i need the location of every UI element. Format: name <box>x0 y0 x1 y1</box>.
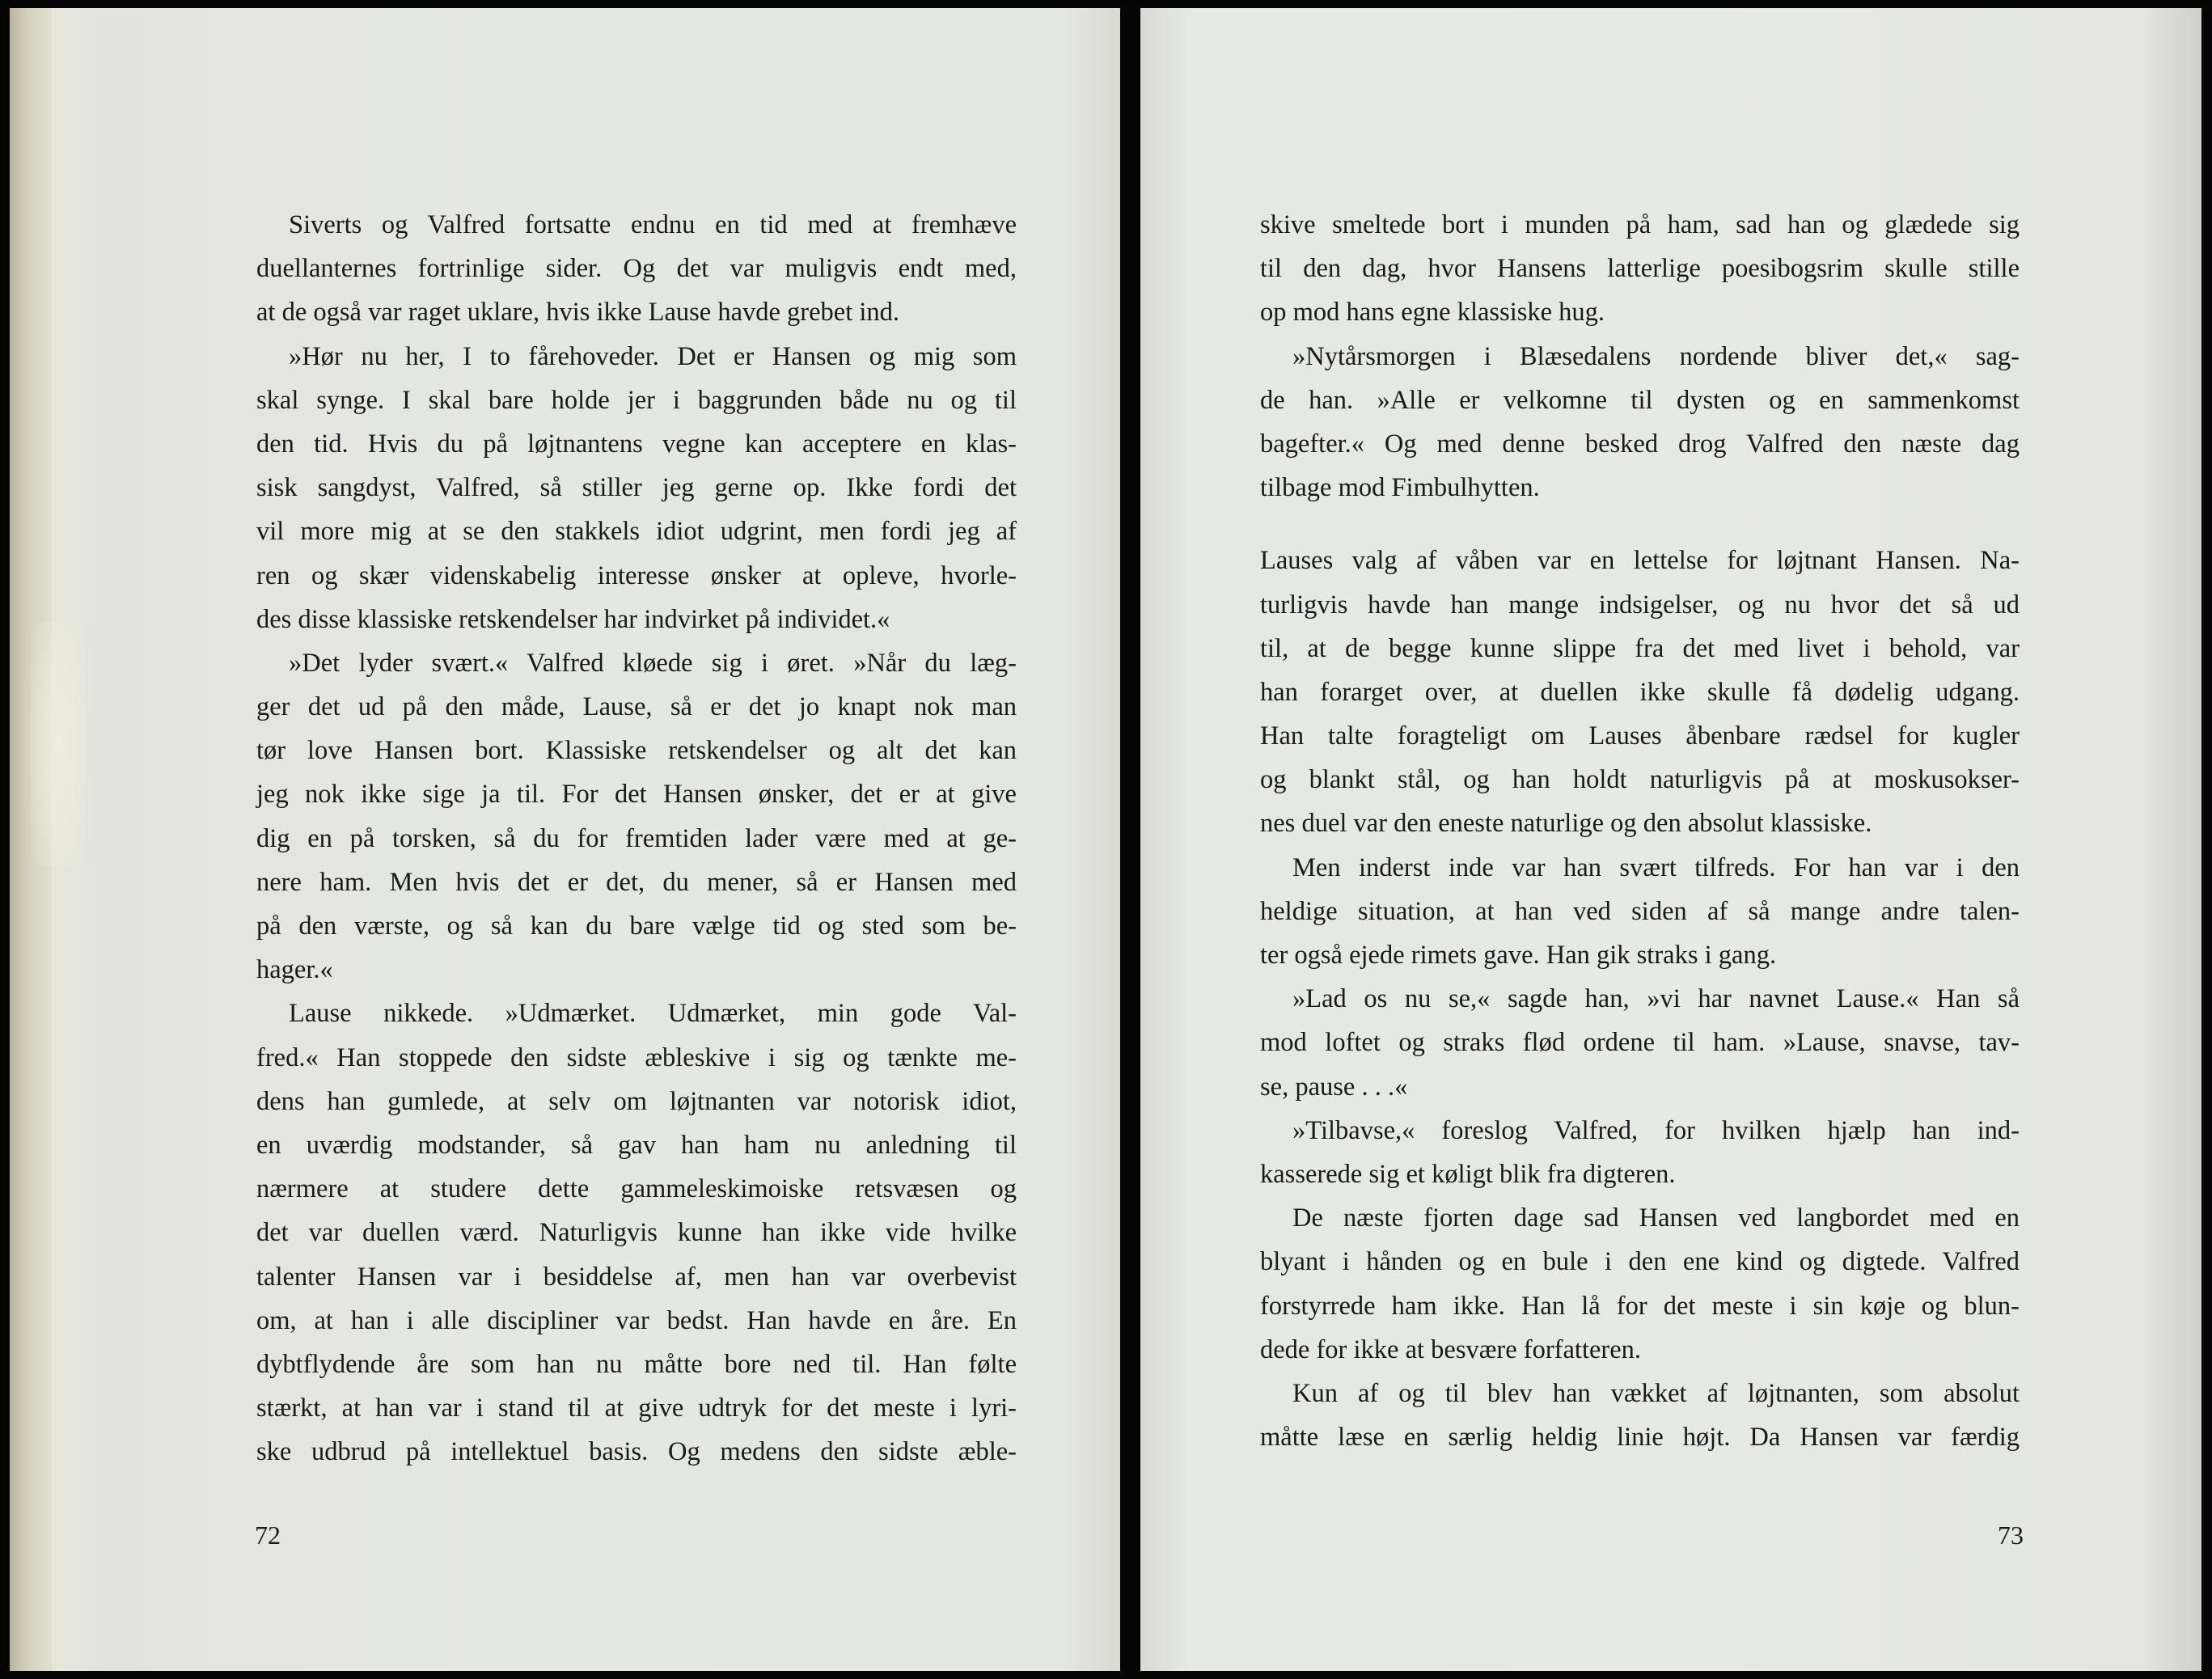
text-line: dig en på torsken, så du for fremtiden lader være med at ge- <box>256 823 1017 853</box>
text-line: det var duellen værd. Naturligvis kunne han ikke vide hvilke <box>256 1218 1017 1248</box>
right-page-text <box>1260 203 2020 1459</box>
text-line: han forarget over, at duellen ikke skulle få dødelig udgang. <box>1260 677 2020 707</box>
text-line: måtte læse en særlig heldig linie højt. Da Hansen var færdig <box>1260 1423 2020 1453</box>
text-line: mod loftet og straks flød ordene til ham. »Lause, snavse, tav- <box>1260 1028 2020 1058</box>
text-line: blyant i hånden og en bule i den ene kind og digtede. Valfred <box>1260 1247 2020 1277</box>
text-line: nes duel var den eneste naturlige og den absolut klassiske. <box>1260 809 1872 839</box>
right-page-number: 73 <box>1998 1520 2024 1550</box>
text-line: dede for ikke at besvære forfatteren. <box>1260 1334 1642 1364</box>
text-line: bagefter.« Og med denne besked drog Valfred den næste dag <box>1260 429 2020 459</box>
text-line: dens han gumlede, at selv om løjtnanten var notorisk idiot, <box>256 1086 1017 1116</box>
text-line: sisk sangdyst, Valfred, så stiller jeg gerne op. Ikke fordi det <box>256 473 1017 503</box>
text-line: til, at de begge kunne slippe fra det med livet i behold, var <box>1260 633 2020 663</box>
text-line: dybtflydende åre som han nu måtte bore ned til. Han følte <box>256 1349 1017 1379</box>
text-line: turligvis havde han mange indsigelser, og nu hvor det så ud <box>1260 590 2020 620</box>
text-line: tilbage mod Fimbulhytten. <box>1260 473 1540 503</box>
text-line: at de også var raget uklare, hvis ikke Lause havde grebet ind. <box>256 298 900 328</box>
text-line: Siverts og Valfred fortsatte endnu en tid med at fremhæve <box>289 210 1017 239</box>
left-page-text <box>256 203 1017 1474</box>
text-line: »Lad os nu se,« sagde han, »vi har navnet Lause.« Han så <box>1292 984 2020 1014</box>
text-line: Men inderst inde var han svært tilfreds. For han var i den <box>1292 852 2020 882</box>
text-line: »Nytårsmorgen i Blæsedalens nordende bliver det,« sag- <box>1292 341 2020 371</box>
text-line: kasserede sig et køligt blik fra digteren. <box>1260 1159 1676 1189</box>
left-page <box>10 8 1120 1671</box>
text-line: vil more mig at se den stakkels idiot udgrint, men fordi jeg af <box>256 517 1017 547</box>
text-line: en uværdig modstander, så gav han ham nu anledning til <box>256 1130 1017 1160</box>
text-line: hager.« <box>256 955 333 985</box>
text-line: om, at han i alle discipliner var bedst. Han havde en åre. En <box>256 1305 1017 1335</box>
text-line: stærkt, at han var i stand til at give udtryk for det meste i lyri- <box>256 1394 1017 1423</box>
text-line: til den dag, hvor Hansens latterlige poesibogsrim skulle stille <box>1260 254 2020 284</box>
text-line: »Tilbavse,« foreslog Valfred, for hvilken hjælp han ind- <box>1292 1115 2020 1145</box>
text-line: duellanternes fortrinlige sider. Og det var muligvis endt med, <box>256 254 1017 284</box>
paper-stain <box>30 623 87 865</box>
text-line: skal synge. I skal bare holde jer i baggrunden både nu og til <box>256 385 1017 415</box>
text-line: og blankt stål, og han holdt naturligvis på at moskusokser- <box>1260 765 2020 795</box>
text-line: nærmere at studere dette gammeleskimoiske retsvæsen og <box>256 1174 1017 1204</box>
text-line: de han. »Alle er velkomne til dysten og en sammenkomst <box>1260 385 2020 415</box>
text-line: »Det lyder svært.« Valfred kløede sig i øret. »Når du læg- <box>289 648 1017 678</box>
text-line: skive smeltede bort i munden på ham, sad han og glædede sig <box>1260 210 2020 239</box>
text-line: fred.« Han stoppede den sidste æbleskive i sig og tænkte me- <box>256 1043 1017 1072</box>
text-line: nere ham. Men hvis det er det, du mener, så er Hansen med <box>256 867 1017 897</box>
text-line: op mod hans egne klassiske hug. <box>1260 298 1605 328</box>
text-line: Han talte foragteligt om Lauses åbenbare rædsel for kugler <box>1260 721 2020 751</box>
right-page <box>1140 8 2201 1671</box>
text-line: den tid. Hvis du på løjtnantens vegne kan acceptere en klas- <box>256 429 1017 459</box>
left-page-number: 72 <box>255 1520 281 1550</box>
text-line: Kun af og til blev han vækket af løjtnanten, som absolut <box>1292 1378 2020 1408</box>
text-line: talenter Hansen var i besiddelse af, men han var overbevist <box>256 1262 1017 1292</box>
text-line: jeg nok ikke sige ja til. For det Hansen ønsker, det er at give <box>256 780 1017 810</box>
text-line: ter også ejede rimets gave. Han gik straks i gang. <box>1260 941 1777 970</box>
text-line: Lauses valg af våben var en lettelse for løjtnant Hansen. Na- <box>1260 546 2020 576</box>
text-line: på den værste, og så kan du bare vælge tid og sted som be- <box>256 911 1017 941</box>
text-line: heldige situation, at han ved siden af så mange andre talen- <box>1260 896 2020 926</box>
text-line: ren og skær videnskabelig interesse ønsker at opleve, hvorle- <box>256 560 1017 590</box>
text-line: forstyrrede ham ikke. Han lå for det meste i sin køje og blun- <box>1260 1291 2020 1321</box>
text-line: De næste fjorten dage sad Hansen ved langbordet med en <box>1292 1203 2020 1233</box>
text-line: »Hør nu her, I to fårehoveder. Det er Hansen og mig som <box>289 341 1017 371</box>
text-line: tør love Hansen bort. Klassiske retskendelser og alt det kan <box>256 736 1017 766</box>
text-line: ger det ud på den måde, Lause, så er det jo knapt nok man <box>256 692 1017 722</box>
text-line: ske udbrud på intellektuel basis. Og medens den sidste æble- <box>256 1437 1017 1467</box>
text-line: des disse klassiske retskendelser har indvirket på individet.« <box>256 604 890 634</box>
text-line: Lause nikkede. »Udmærket. Udmærket, min gode Val- <box>289 999 1017 1029</box>
text-line: se, pause . . .« <box>1260 1072 1408 1102</box>
